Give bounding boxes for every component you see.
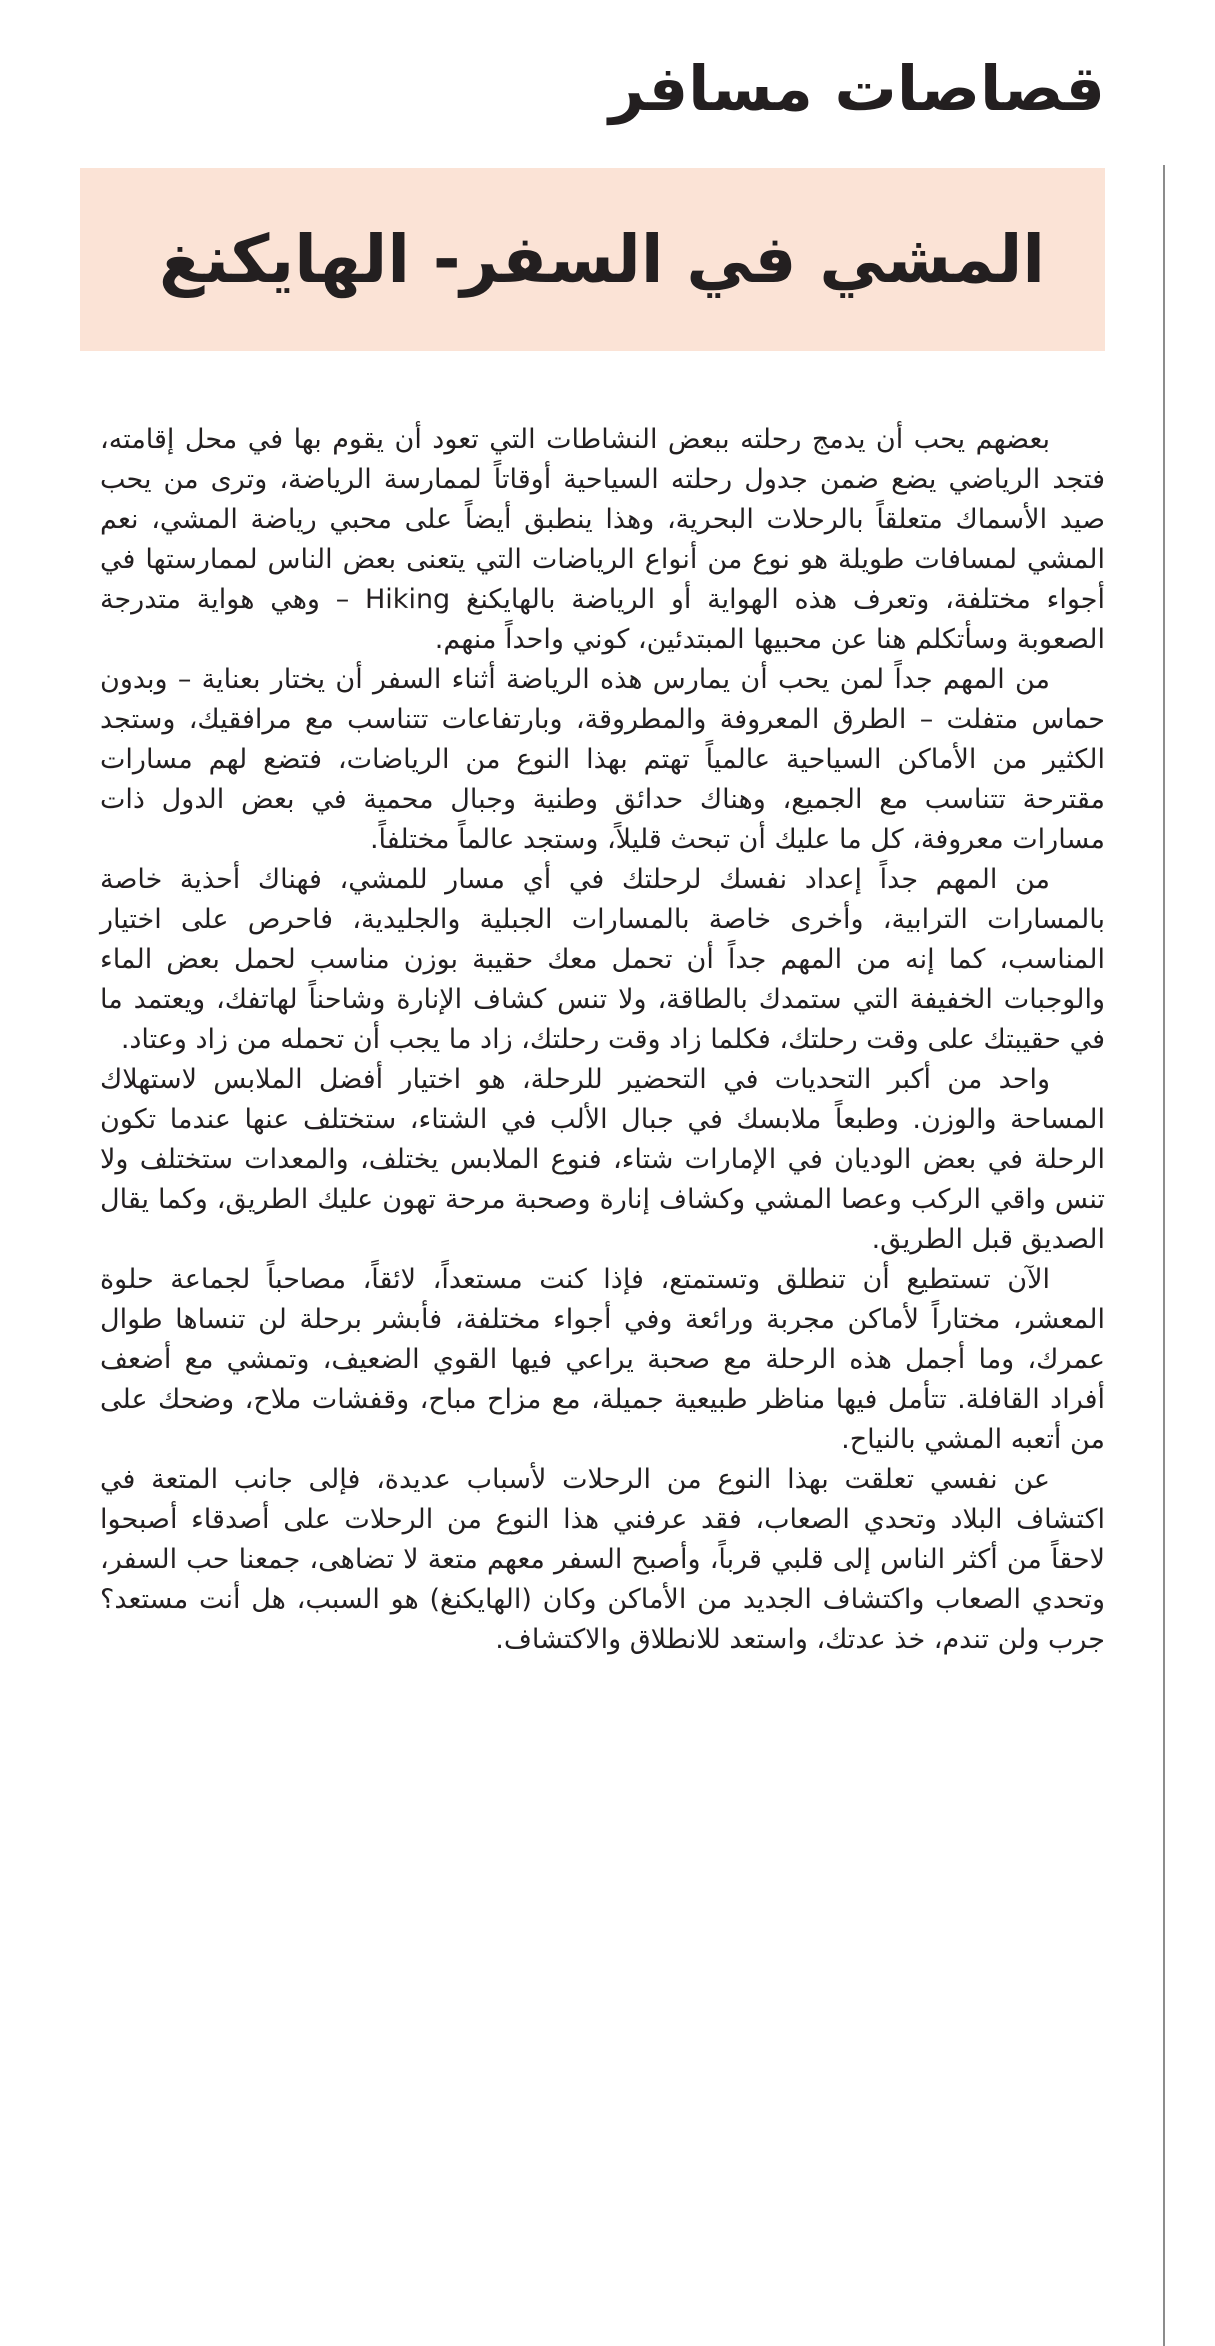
article-paragraph: بعضهم يحب أن يدمج رحلته ببعض النشاطات التي تعود أن يقوم بها في محل إقامته، فتجد الرياضي يضع ضمن جدول رحلته السياحية أوقاتاً لممارسة الرياضة، وترى من يحب صيد الأسماك متعلقاً بالرحلات البحرية، وهذا ينطبق أيضاً على محبي رياضة المشي، نعم المشي لمسافات طويلة هو نوع من أنواع الرياضات التي يتعنى بعض الناس لممارستها في أجواء مختلفة، وتعرف هذه الهواية أو الرياضة بالهايكنغ Hiking – وهي هواية متدرجة الصعوبة وسأتكلم هنا عن محبيها المبتدئين، كوني واحداً منهم. [100, 424, 1105, 655]
article-paragraph: واحد من أكبر التحديات في التحضير للرحلة، هو اختيار أفضل الملابس لاستهلاك المساحة والوزن. وطبعاً ملابسك في جبال الألب في الشتاء، ستختلف عنها عندما تكون الرحلة في بعض الوديان في الإمارات شتاء، فنوع الملابس يختلف، والمعدات ستختلف ولا تنس واقي الركب وعصا المشي وكشاف إنارة وصحبة مرحة تهون عليك الطريق، وكما يقال الصديق قبل الطريق. [100, 1064, 1105, 1255]
article-paragraph: الآن تستطيع أن تنطلق وتستمتع، فإذا كنت مستعداً، لائقاً، مصاحباً لجماعة حلوة المعشر، مختاراً لأماكن مجربة ورائعة وفي أجواء مختلفة، فأبشر برحلة لن تنساها طوال عمرك، وما أجمل هذه الرحلة مع صحبة يراعي فيها القوي الضعيف، وتمشي مع أضعف أفراد القافلة. تتأمل فيها مناظر طبيعية جميلة، مع مزاح مباح، وقفشات ملاح، وضحك على من أتعبه المشي بالنياح. [100, 1264, 1105, 1455]
article-paragraph: عن نفسي تعلقت بهذا النوع من الرحلات لأسباب عديدة، فإلى جانب المتعة في اكتشاف البلاد وتحدي الصعاب، فقد عرفني هذا النوع من الرحلات على أصدقاء أصبحوا لاحقاً من أكثر الناس إلى قلبي قرباً، وأصبح السفر معهم متعة لا تضاهى، جمعنا حب السفر، وتحدي الصعاب واكتشاف الجديد من الأماكن وكان (الهايكنغ) هو السبب، هل أنت مستعد؟ جرب ولن تندم، خذ عدتك، واستعد للانطلاق والاكتشاف. [100, 1464, 1105, 1655]
article-body [100, 420, 1105, 1660]
article-paragraph: من المهم جداً إعداد نفسك لرحلتك في أي مسار للمشي، فهناك أحذية خاصة بالمسارات الترابية، وأخرى خاصة بالمسارات الجبلية والجليدية، فاحرص على اختيار المناسب، كما إنه من المهم جداً أن تحمل معك حقيبة بوزن مناسب لحمل بعض الماء والوجبات الخفيفة التي ستمدك بالطاقة، ولا تنس كشاف الإنارة وشاحناً لهاتفك، ويعتمد ما في حقيبتك على وقت رحلتك، فكلما زاد وقت رحلتك، زاد ما يجب أن تحمله من زاد وعتاد. [100, 864, 1105, 1055]
column-divider [1163, 165, 1165, 2346]
article-paragraph: من المهم جداً لمن يحب أن يمارس هذه الرياضة أثناء السفر أن يختار بعناية – وبدون حماس متفلت – الطرق المعروفة والمطروقة، وبارتفاعات تتناسب مع مرافقيك، وستجد الكثير من الأماكن السياحية عالمياً تهتم بهذا النوع من الرياضات، فتضع لهم مسارات مقترحة تتناسب مع الجميع، وهناك حدائق وطنية وجبال محمية في بعض الدول ذات مسارات معروفة، كل ما عليك أن تبحث قليلاً، وستجد عالماً مختلفاً. [100, 664, 1105, 855]
article-headline: المشي في السفر- الهايكنغ [159, 220, 1045, 298]
section-title: قصاصات مسافر [609, 52, 1105, 125]
headline-banner [80, 168, 1105, 351]
